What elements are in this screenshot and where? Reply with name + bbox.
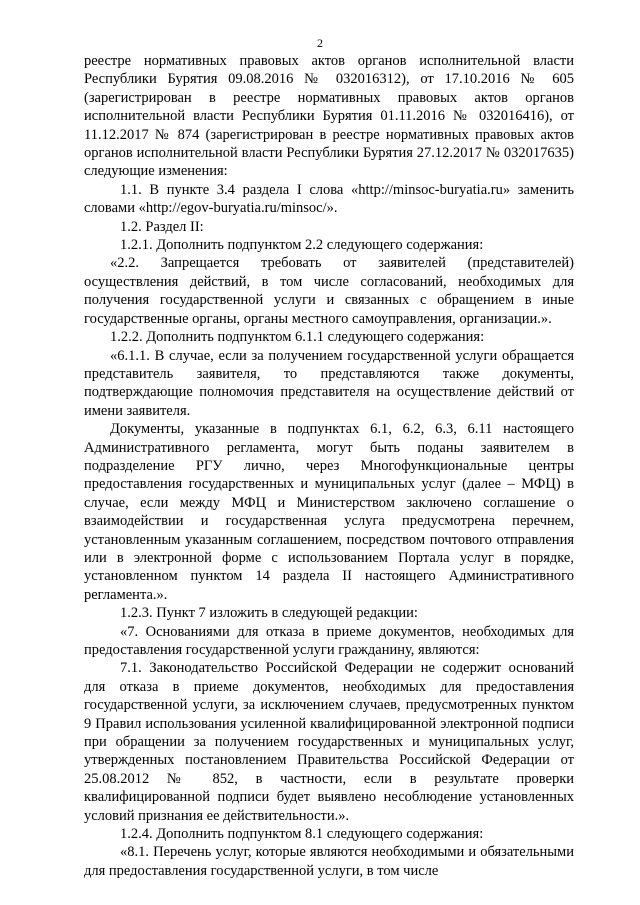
paragraph: 1.2.1. Дополнить подпунктом 2.2 следующего содержания: xyxy=(120,237,484,254)
paragraph: 1.2.2. Дополнить подпунктом 6.1.1 следующего содержания: xyxy=(110,329,485,346)
paragraph: «6.1.1. В случае, если за получением государственной услуги обращается представитель заявителя, то представляются также документы, подтверждающие полномочия представителя на осуществление действий от имени заявителя. xyxy=(84,347,574,419)
paragraph: «7. Основаниями для отказа в приеме документов, необходимых для предоставления государственной услуги гражданину, являются: xyxy=(84,623,574,658)
paragraph: 1.2.3. Пункт 7 изложить в следующей редакции: xyxy=(120,605,418,622)
paragraph: 1.2. Раздел II: xyxy=(120,218,204,235)
paragraph: «8.1. Перечень услуг, которые являются необходимыми и обязательными для предоставления государственной услуги, в том числе xyxy=(84,844,574,879)
paragraph: Документы, указанные в подпунктах 6.1, 6.2, 6.3, 6.11 настоящего Административного регламента, могут быть поданы заявителем в подразделение РГУ лично, через Многофункциональные центры предоставления государственных и муниципальных услуг (далее – МФЦ) в случае, если между МФЦ и Министерством заключено соглашение о взаимодействии и государственная услуга предусмотрена перечнем, установленным указанным соглашением, посредством почтового отправления или в электронной форме с использованием Портала услуг в порядке, установленном пунктом 14 раздела II настоящего Административного регламента.». xyxy=(84,421,574,603)
paragraph: «2.2. Запрещается требовать от заявителей (представителей) осуществления действий, в том числе согласований, необходимых для получения государственной услуги и связанных с обращением в иные государственные органы, органы местного самоуправления, организации.». xyxy=(84,255,574,327)
page-number: 2 xyxy=(317,36,323,50)
paragraph: 1.1. В пункте 3.4 раздела I слова «http://minsoc-buryatia.ru» заменить словами «http://egov-buryatia.ru/minsoc/». xyxy=(84,181,574,217)
paragraph: 7.1. Законодательство Российской Федерации не содержит оснований для отказа в приеме документов, необходимых для предоставления государственной услуги, за исключением случаев, предусмотренных пунктом 9 Правил использования усиленной квалифицированной электронной подписи при обращении за получением государственных и муниципальных услуг, утвержденных постановлением Правительства Российской Федерации от 25.08.2012 № 852, в частности, если в результате проверки квалифицированной подписи будет выявлено несоблюдение установленных условий признания ее действительности.». xyxy=(84,660,574,824)
paragraph: реестре нормативных правовых актов органов исполнительной власти Республики Бурятия 09.08.2016 № 032016312), от 17.10.2016 № 605 (зарегистрирован в реестре нормативных правовых актов органов исполнительной власти Республики Бурятия 01.11.2016 № 032016416), от 11.12.2017 № 874 (зарегистрирован в реестре нормативных правовых актов органов исполнительной власти Республики Бурятия 27.12.2017 № 032017635) следующие изменения: xyxy=(84,53,574,180)
document-body xyxy=(84,52,574,880)
paragraph: 1.2.4. Дополнить подпунктом 8.1 следующего содержания: xyxy=(120,826,484,843)
